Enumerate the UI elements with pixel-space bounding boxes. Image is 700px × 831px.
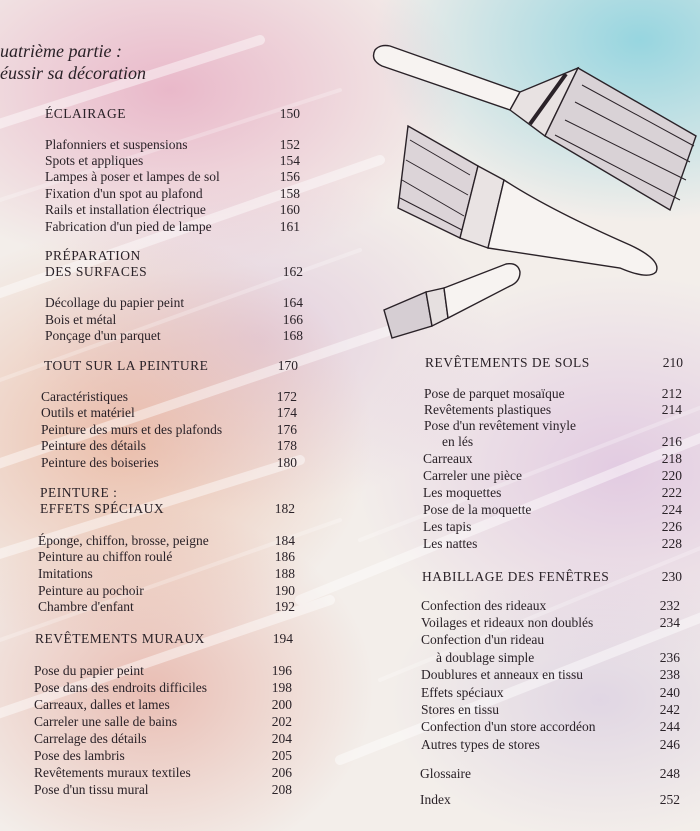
heading-line-1: uatrième partie : [0,41,122,61]
paint-brushes-illustration [370,40,700,350]
heading-line-2: éussir sa décoration [0,63,146,83]
section-heading [0,40,146,84]
